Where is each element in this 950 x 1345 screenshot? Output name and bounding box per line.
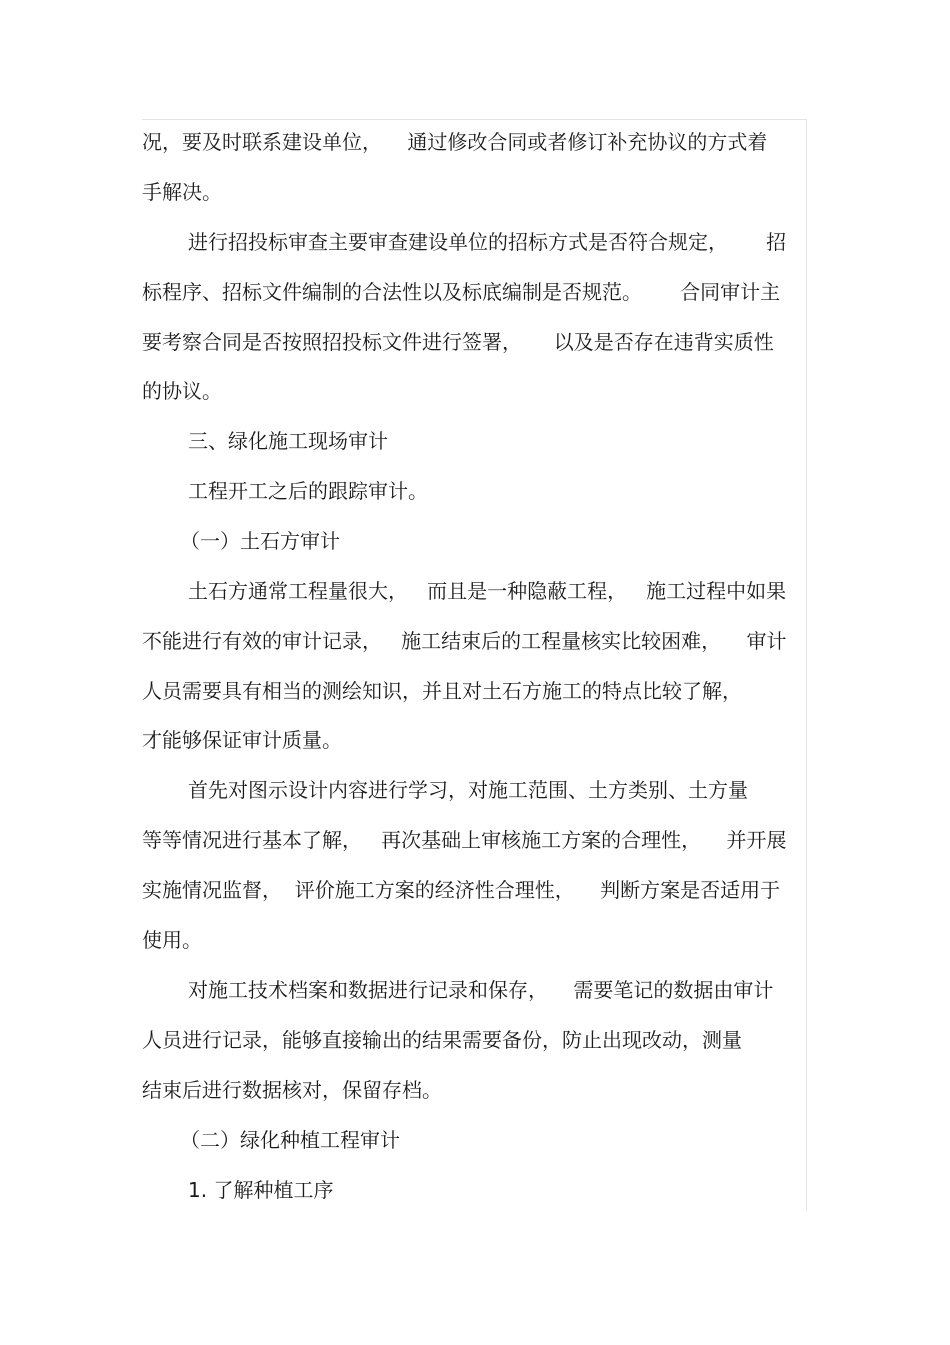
section-heading: 三、绿化施工现场审计 (188, 429, 388, 453)
paragraph-line: 人员进行记录，能够直接输出的结果需要备份，防止出现改动，测量 (142, 1028, 742, 1052)
paragraph-line: 标程序、招标文件编制的合法性以及标底编制是否规范。 合同审计主 (142, 280, 781, 304)
paragraph-line: 工程开工之后的跟踪审计。 (188, 479, 428, 503)
paragraph-line: 要考察合同是否按照招投标文件进行签署， 以及是否存在违背实质性 (142, 330, 774, 354)
list-item-heading: 1. 了解种植工序 (188, 1178, 334, 1202)
paragraph-line: 才能够保证审计质量。 (142, 728, 342, 752)
paragraph-line: 对施工技术档案和数据进行记录和保存， 需要笔记的数据由审计 (188, 978, 774, 1002)
subsection-heading: （二）绿化种植工程审计 (180, 1128, 400, 1152)
paragraph-line: 土石方通常工程量很大， 而且是一种隐蔽工程， 施工过程中如果 (188, 579, 787, 603)
paragraph-line: 况，要及时联系建设单位， 通过修改合同或者修订补充协议的方式着 (142, 130, 768, 154)
paragraph-line: 使用。 (142, 928, 202, 952)
paragraph-line: 实施情况监督， 评价施工方案的经济性合理性， 判断方案是否适用于 (142, 878, 781, 902)
paragraph-line: 人员需要具有相当的测绘知识，并且对土石方施工的特点比较了解， (142, 679, 742, 703)
subsection-heading: （一）土石方审计 (180, 529, 340, 553)
paragraph-line: 的协议。 (142, 379, 222, 403)
paragraph-line: 首先对图示设计内容进行学习，对施工范围、土方类别、土方量 (188, 778, 748, 802)
paragraph-line: 手解决。 (142, 180, 222, 204)
paragraph-line: 进行招投标审查主要审查建设单位的招标方式是否符合规定， 招 (188, 230, 787, 254)
paragraph-line: 结束后进行数据核对，保留存档。 (142, 1078, 442, 1102)
paragraph-line: 等等情况进行基本了解， 再次基础上审核施工方案的合理性， 并开展 (142, 828, 787, 852)
paragraph-line: 不能进行有效的审计记录， 施工结束后的工程量核实比较困难， 审计 (142, 629, 787, 653)
